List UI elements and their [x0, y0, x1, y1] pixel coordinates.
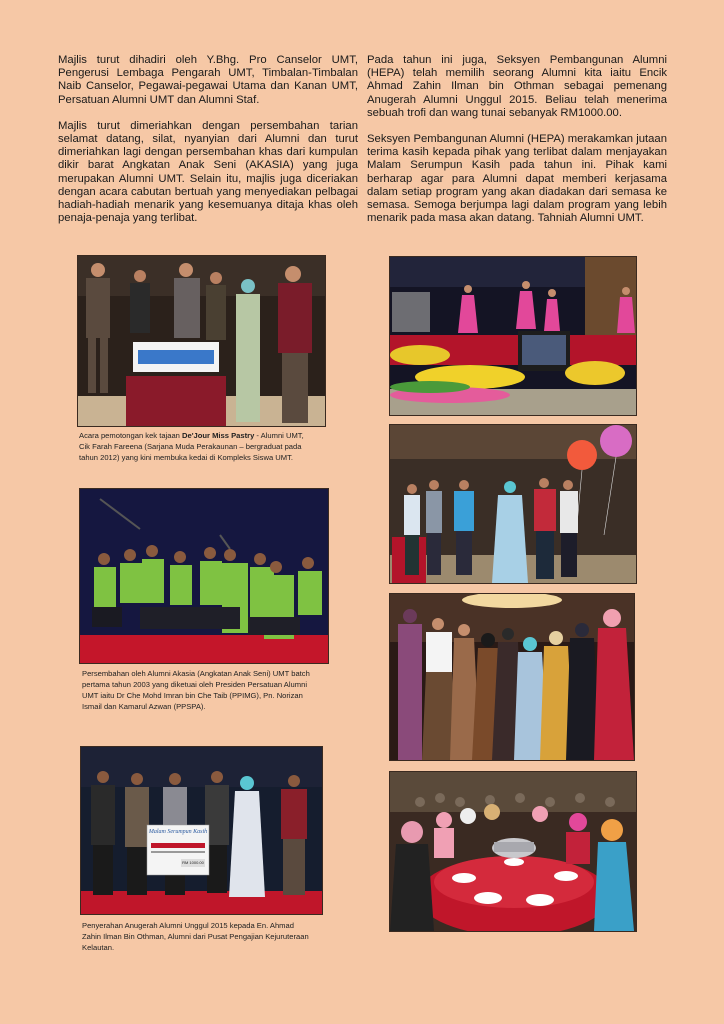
right-paragraph-2: Seksyen Pembangunan Alumni (HEPA) merakamkan jutaan terima kasih kepada pihak yang terlibat dalam menjayakan Malam Serumpun Kasih pada tahun ini. Pihak kami berharap agar para Alumni dapat memberi kerjasama dalam setiap program yang akan diadakan dari semasa ke semasa. Semoga berjumpa lagi dalam program yang lebih menarik pada masa akan datang. Tahniah Alumni UMT. [367, 133, 667, 225]
caption-akasia: Persembahan oleh Alumni Akasia (Angkatan Anak Seni) UMT batch pertama tahun 2003 yang diketuai oleh Presiden Persatuan Alumni UMT iaitu Dr Che Mohd Imran bin Che Taib (PPIMG), Pn. Norizan Ismail dan Kamarul Azwan (PPSPA). [82, 669, 310, 711]
caption-cake-sponsor: De'Jour Miss Pastry [182, 431, 255, 440]
left-paragraph-2: Majlis turut dimeriahkan dengan persembahan tarian selamat datang, silat, nyanyian dari Alumni dan turut dimeriahkan lagi dengan persembahan khas dari kumpulan dikir barat Angkatan Anak Seni (AKASIA) yang juga merupakan Alumni UMT. Selain itu, majlis juga diceriakan dengan acara cabutan bertuah yang menyediakan pelbagai hadiah-hadiah menarik yang kesemuanya ditaja khas oleh penaja-penaja yang terlibat. [58, 119, 358, 225]
photo-dinner-table [389, 771, 637, 932]
photo-cake-cutting [77, 255, 326, 427]
cheque-amount: RM 1000.00 [182, 860, 204, 865]
caption-award: Penyerahan Anugerah Alumni Unggul 2015 kepada En. Ahmad Zahin Ilman Bin Othman, Alumni dari Pusat Pengajian Kejuruteraan Kelautan. [82, 921, 309, 952]
photo-alumni-group-balloons [389, 424, 637, 584]
photo-award-presentation [80, 746, 323, 915]
caption-cake-cutting [79, 430, 305, 463]
photo-akasia-performance [79, 488, 329, 664]
left-paragraph-1: Majlis turut dihadiri oleh Y.Bhg. Pro Canselor UMT, Pengerusi Lembaga Pengarah UMT, Timbalan-Timbalan Naib Canselor, Pegawai-pegawai Utama dan Kanan UMT, Persatuan Alumni UMT dan Alumni Staf. [58, 54, 358, 106]
caption-cake-suffix: - Alumni UMT, Cik Farah Fareena (Sarjana Muda Perakaunan – bergraduat pada tahun 2012) yang kini membuka kedai di Kompleks Siswa UMT. [79, 431, 304, 462]
caption-cake-prefix: Acara pemotongan kek tajaan [79, 431, 183, 440]
photo-ladies-group [389, 593, 635, 761]
photo-dance-stage [389, 256, 637, 416]
cheque-title: Malam Serumpun Kasih [148, 829, 208, 835]
left-text-column [58, 54, 358, 238]
right-text-column [367, 54, 667, 238]
right-paragraph-1: Pada tahun ini juga, Seksyen Pembangunan Alumni (HEPA) telah memilih seorang Alumni kita iaitu Encik Ahmad Zahin Ilman bin Othman sebagai pemenang Anugerah Alumni Unggul 2015. Beliau telah menerima sebuah trofi dan wang tunai sebanyak RM1000.00. [367, 54, 667, 119]
